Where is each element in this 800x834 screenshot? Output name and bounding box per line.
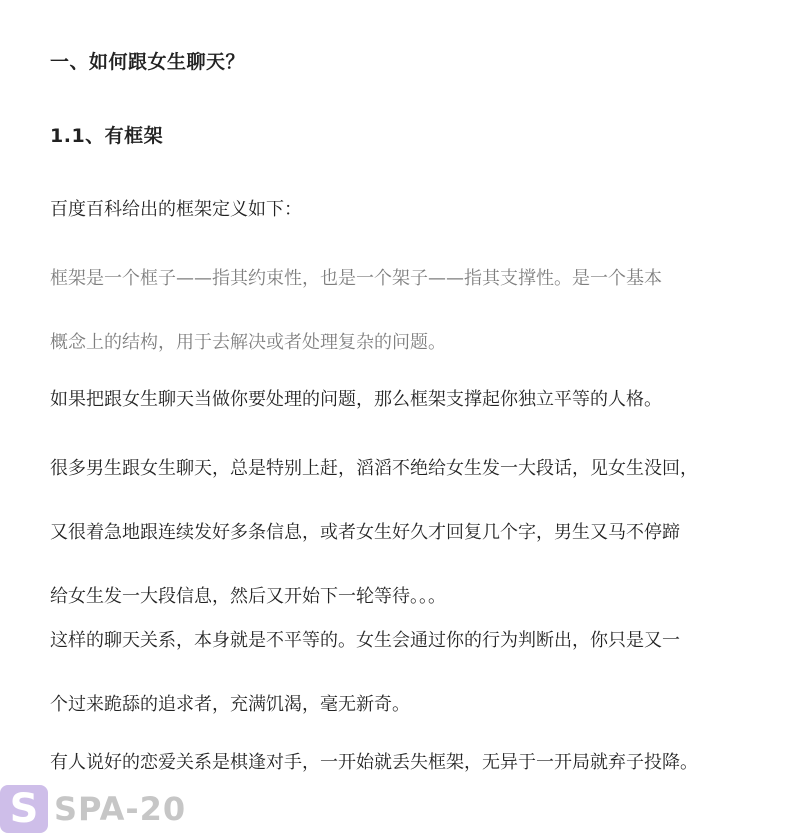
- paragraph-line: 给女生发一大段信息，然后又开始下一轮等待。。。: [50, 586, 446, 607]
- paragraph-line: 这样的聊天关系，本身就是不平等的。女生会通过你的行为判断出，你只是又一: [50, 630, 680, 651]
- quote-line: 框架是一个框子——指其约束性，也是一个架子——指其支撑性。是一个基本: [50, 268, 662, 289]
- article-subheading: 1.1、有框架: [50, 125, 164, 147]
- paragraph-line: 又很着急地跟连续发好多条信息，或者女生好久才回复几个字，男生又马不停蹄: [50, 522, 680, 543]
- watermark-text: SPA-20: [54, 790, 187, 828]
- paragraph-line: 很多男生跟女生聊天，总是特别上赶，滔滔不绝给女生发一大段话，见女生没回，: [50, 458, 698, 479]
- paragraph-3: [50, 609, 750, 737]
- watermark-logo-icon: S: [0, 785, 48, 833]
- paragraph-line: 个过来跪舔的追求者，充满饥渴，毫无新奇。: [50, 694, 410, 715]
- paragraph-1: 如果把跟女生聊天当做你要处理的问题，那么框架支撑起你独立平等的人格。: [50, 389, 662, 410]
- quote-paragraph: [50, 247, 750, 375]
- article-heading: 一、如何跟女生聊天？: [50, 51, 246, 73]
- intro-paragraph: 百度百科给出的框架定义如下：: [50, 199, 302, 220]
- watermark: [0, 785, 186, 833]
- paragraph-4: 有人说好的恋爱关系是棋逢对手，一开始就丢失框架，无异于一开局就弃子投降。: [50, 752, 698, 773]
- paragraph-2: [50, 437, 750, 629]
- quote-line: 概念上的结构，用于去解决或者处理复杂的问题。: [50, 332, 446, 353]
